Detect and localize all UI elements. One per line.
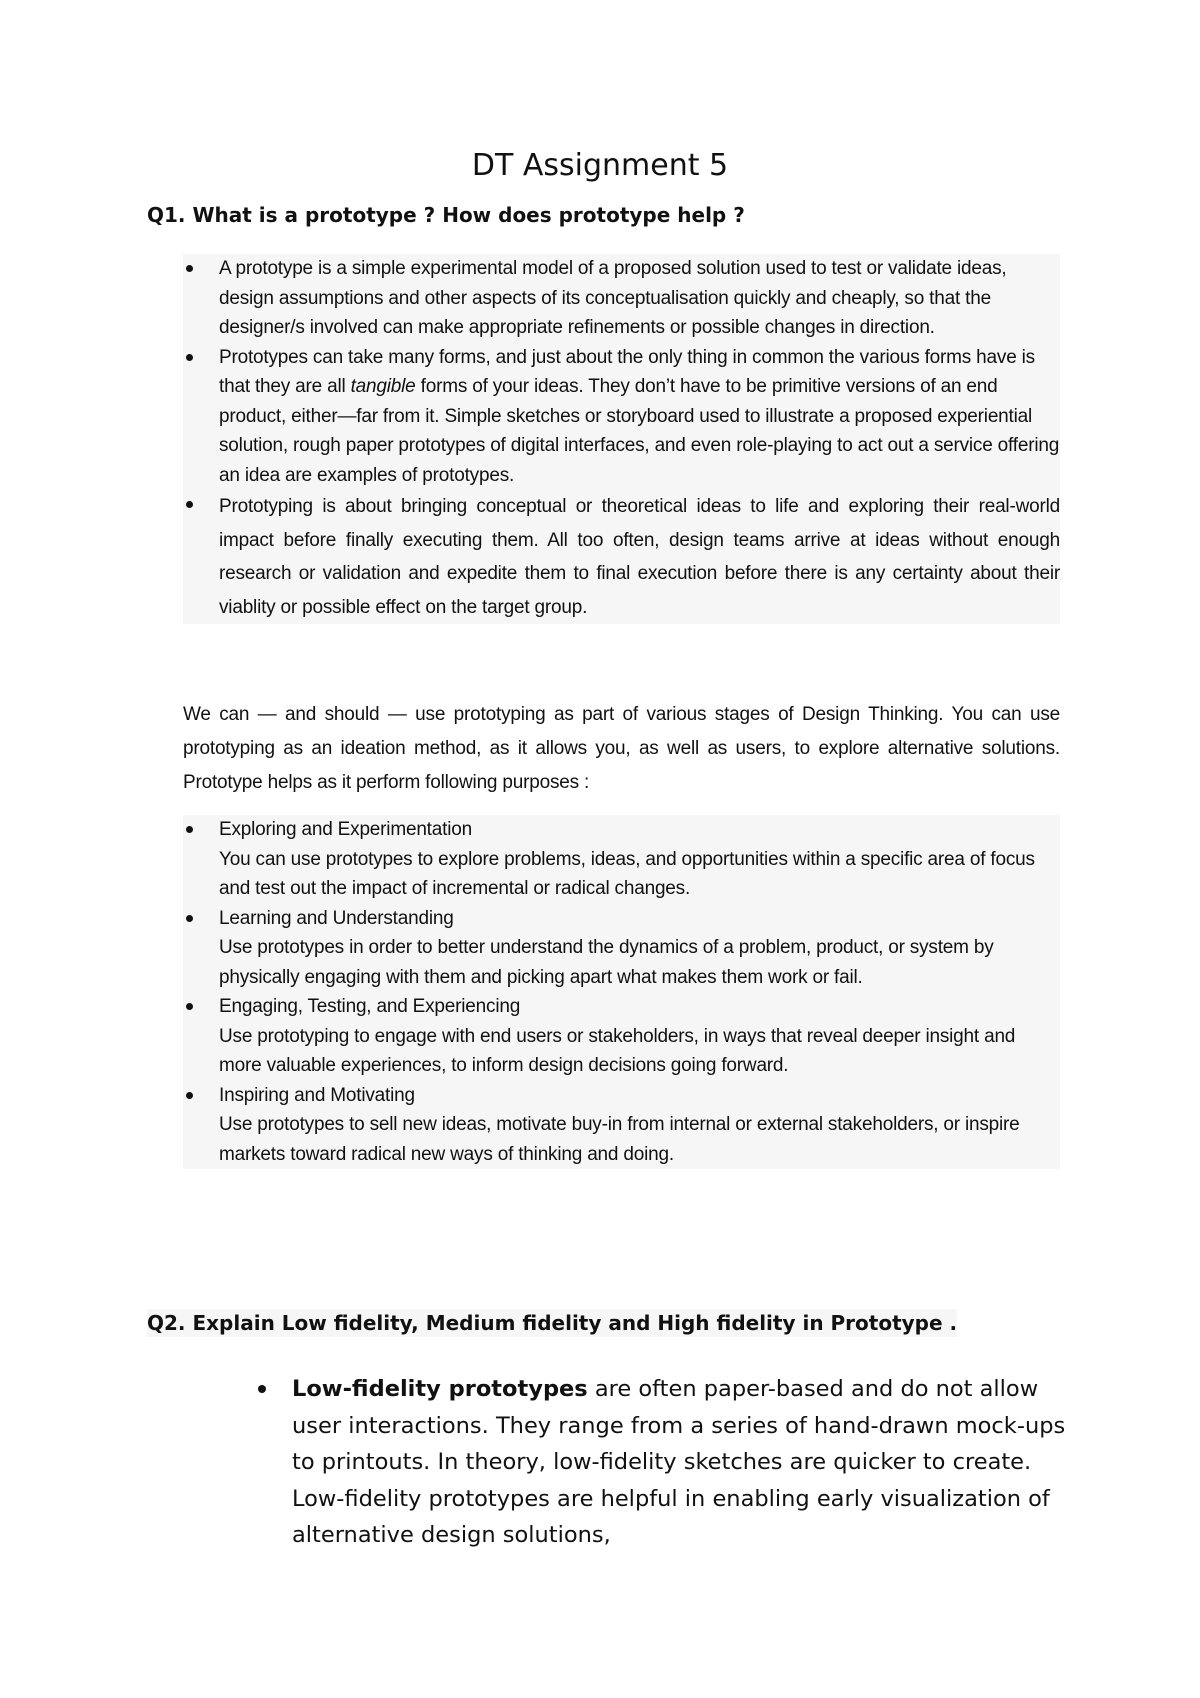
purpose-title: Exploring and Experimentation <box>219 819 472 840</box>
list-item <box>183 490 1060 624</box>
purpose-title: Inspiring and Motivating <box>219 1084 415 1106</box>
list-item <box>183 904 1060 993</box>
document-title: DT Assignment 5 <box>471 148 729 183</box>
list-item <box>256 1371 1066 1554</box>
q1-bullet-1-text: A prototype is a simple experimental model of a proposed solution used to test or validate ideas, design assumptions and other aspects of its conceptualisation quickly and cheaply, so that the designer/s involved can make appropriate refinements or possible changes in direction. <box>219 258 1007 338</box>
purpose-description: Use prototypes to sell new ideas, motivate buy-in from internal or external stakeholders, or inspire markets toward radical new ways of thinking and doing. <box>219 1114 1020 1165</box>
q1-heading: Q1. What is a prototype ? How does prototype help ? <box>147 203 745 227</box>
q1-bullet-3-text: Prototyping is about bringing conceptual or theoretical ideas to life and exploring their real-world impact before finally executing them. All too often, design teams arrive at ideas without enough research or validation and expedite them to final execution before there is any certainty about their viablity or possible effect on the target group. <box>219 496 1060 618</box>
purpose-description: You can use prototypes to explore problems, ideas, and opportunities within a specific area of focus and test out the impact of incremental or radical changes. <box>219 848 1035 899</box>
lowfi-term: Low-fidelity prototypes <box>292 1376 588 1402</box>
list-item <box>183 343 1060 491</box>
q1-purposes-intro <box>183 698 1060 800</box>
q2-heading: Q2. Explain Low fidelity, Medium fidelity and High fidelity in Prototype . <box>147 1311 958 1335</box>
q1-paragraph-text: We can — and should — use prototyping as part of various stages of Design Thinking. You can use prototyping as an ideation method, as it allows you, as well as users, to explore alternative solutions. Prototype helps as it perform following purposes : <box>183 704 1060 793</box>
q1-bullet-2-text-end: forms of your ideas. They don’t have to be primitive versions of an end product, either—far from it. Simple sketches or storyboard used to illustrate a proposed experiential solution, rough paper prototypes of digital interfaces, and even role-playing to act out a service offering an idea are examples of prototypes. <box>219 376 1060 486</box>
q1-bullet-2-text-start: Prototypes can take many forms, and just about the only thing in common the various forms have is that they are all <box>219 346 1035 397</box>
q1-bullet-2-italic: tangible <box>350 376 416 397</box>
q2-fidelity-list <box>256 1371 1066 1554</box>
lowfi-description: are often paper-based and do not allow user interactions. They range from a series of hand-drawn mock-ups to printouts. In theory, low-fidelity sketches are quicker to create. Low-fidelity prototypes are helpful in enabling early visualization of alternative design solutions, <box>292 1376 1066 1548</box>
q1-definition-list <box>183 254 1060 624</box>
list-item <box>183 1081 1060 1170</box>
purpose-title: Engaging, Testing, and Experiencing <box>219 996 521 1017</box>
q1-purposes-list <box>183 815 1060 1169</box>
list-item <box>183 254 1060 343</box>
purpose-description: Use prototyping to engage with end users or stakeholders, in ways that reveal deeper insight and more valuable experiences, to inform design decisions going forward. <box>219 1025 1016 1076</box>
list-item <box>183 992 1060 1081</box>
list-item <box>183 815 1060 904</box>
purpose-description: Use prototypes in order to better understand the dynamics of a problem, product, or system by physically engaging with them and picking apart what makes them work or fail. <box>219 937 994 988</box>
purpose-title: Learning and Understanding <box>219 907 454 929</box>
